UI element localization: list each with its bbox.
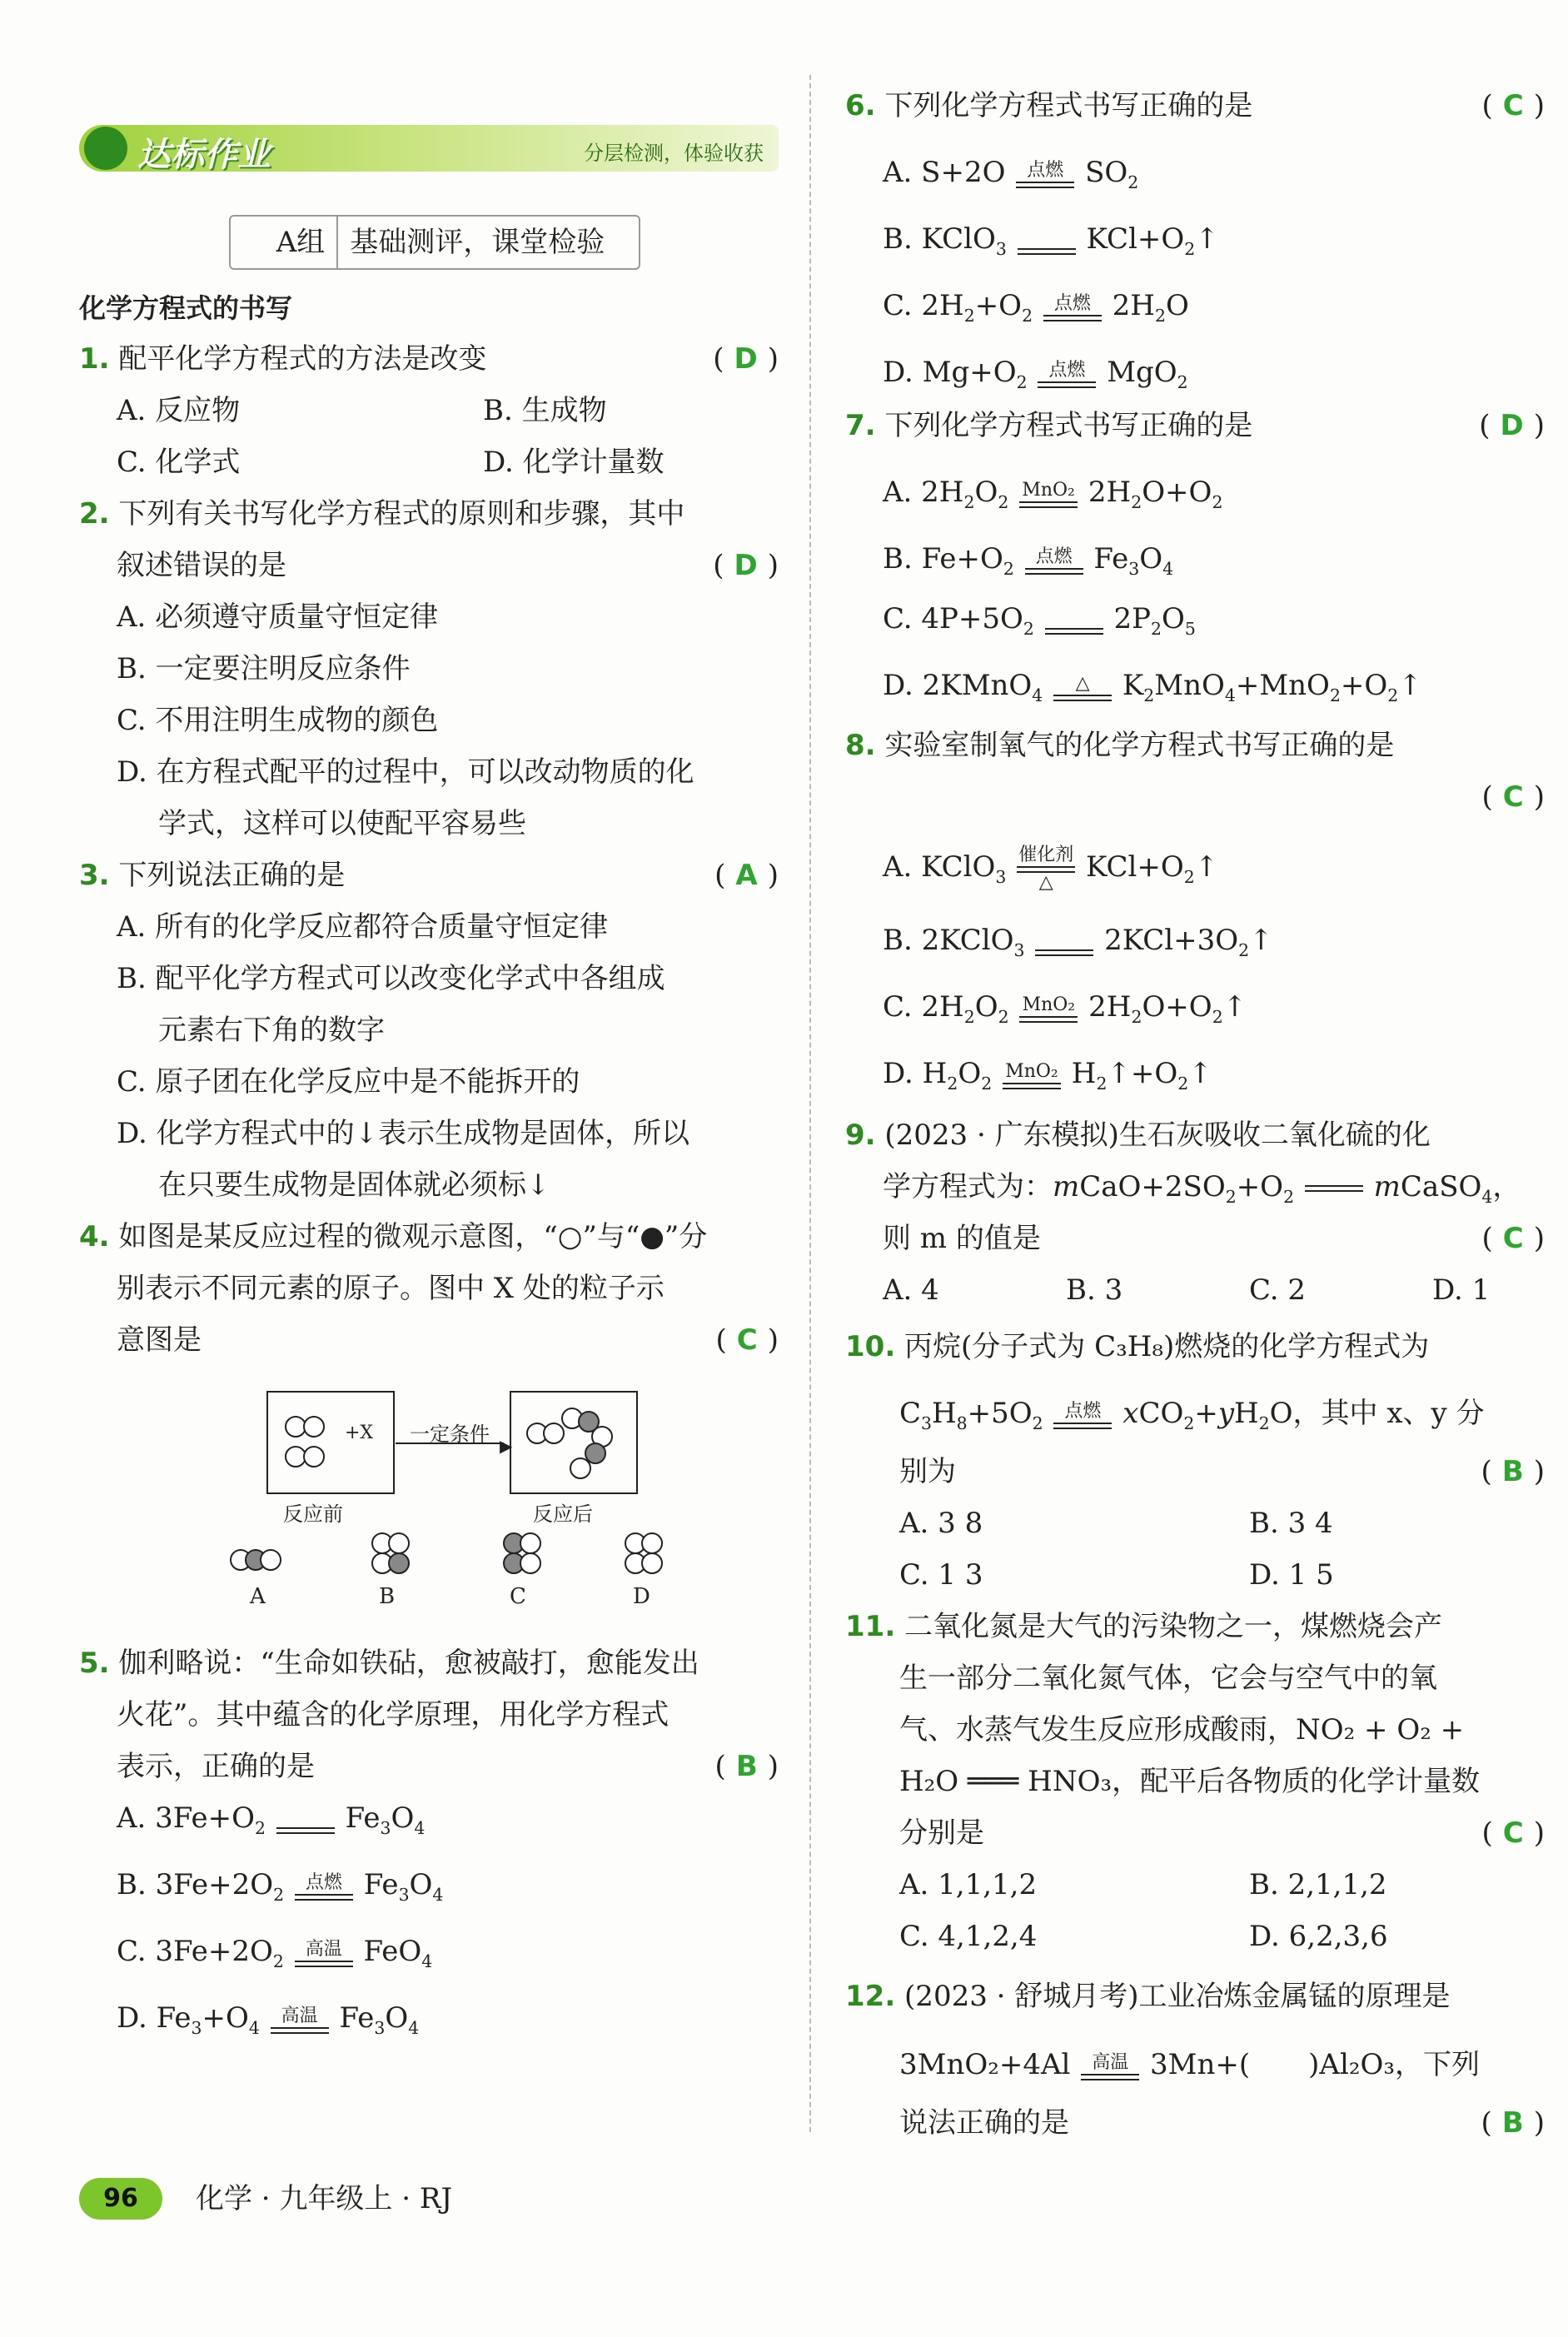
equals-sign xyxy=(1017,845,1075,893)
condition-label: MnO₂ xyxy=(1005,1061,1058,1082)
equals-sign xyxy=(1053,1401,1112,1429)
atom-icon xyxy=(641,1552,663,1574)
eq-right: 2H xyxy=(1112,289,1155,322)
after-label: 反应后 xyxy=(533,1502,593,1526)
question-2-cont xyxy=(117,540,779,591)
condition-under: △ xyxy=(1038,872,1053,893)
option-a: A. 4 xyxy=(883,1273,939,1307)
option-d: D. 6,2,3,6 xyxy=(1249,1920,1388,1953)
condition-label: 催化剂 xyxy=(1018,845,1074,865)
after-box xyxy=(510,1391,638,1494)
answer-bracket: ( C ) xyxy=(1481,89,1545,122)
equals-sign xyxy=(295,1939,353,1967)
question-4 xyxy=(79,1211,779,1263)
option-b-cont: 元素右下角的数字 xyxy=(158,1014,385,1047)
question-8 xyxy=(845,720,1545,771)
equals-sign xyxy=(1053,673,1112,701)
condition-label: 高温 xyxy=(1092,2052,1129,2073)
question-number: 1. xyxy=(79,342,110,376)
eq-right: Fe xyxy=(345,1801,381,1835)
option-b: B. KClO$_3$ $KCl+O_2↑$ xyxy=(883,222,1219,259)
equals-sign xyxy=(1019,994,1078,1023)
question-number: 9. xyxy=(845,1119,876,1152)
question-number: 10. xyxy=(845,1330,896,1363)
eq-right: 3Mn+( xyxy=(1150,2048,1251,2081)
question-text: 下列说法正确的是 xyxy=(118,859,346,892)
option-d: D. $Mg+O_2$ 点燃 MgO$_2$ xyxy=(883,356,1188,392)
question-12 xyxy=(845,1971,1545,2022)
choice-label: A xyxy=(250,1584,266,1609)
question-text: )Al₂O₃，下列 xyxy=(1308,2048,1480,2081)
question-text: 意图是 xyxy=(117,1323,202,1357)
atom-icon xyxy=(303,1416,325,1438)
equals-sign xyxy=(271,2006,329,2034)
eq-left: B. KClO xyxy=(883,222,996,256)
question-number: 7. xyxy=(845,409,876,442)
question-9-cont xyxy=(883,1213,1545,1264)
question-text: 二氧化氮是大气的污染物之一，煤燃烧会产 xyxy=(904,1610,1443,1643)
question-text: H₂O ═══ HNO₃，配平后各物质的化学计量数 xyxy=(899,1765,1481,1798)
before-label: 反应前 xyxy=(283,1502,343,1526)
option-b: B. 2,1,1,2 xyxy=(1249,1868,1387,1901)
question-text: 说法正确的是 xyxy=(899,2106,1069,2140)
option-b: B. 3 4 xyxy=(1249,1507,1333,1540)
column-divider xyxy=(809,75,811,2132)
answer-letter: D xyxy=(734,549,758,582)
option-c: C. 4,1,2,4 xyxy=(899,1920,1038,1953)
question-2 xyxy=(79,488,779,540)
question-number: 8. xyxy=(845,729,876,762)
question-text: 别为 xyxy=(899,1455,956,1488)
equals-sign xyxy=(1019,480,1078,508)
equals-sign xyxy=(1081,2052,1139,2080)
option-a: A. $2H_2O_2$ MnO₂ $2H_2O+O_2$ xyxy=(883,476,1223,512)
condition-label: 高温 xyxy=(281,2006,318,2026)
answer-letter: C xyxy=(1502,1816,1524,1850)
question-number: 11. xyxy=(845,1610,896,1643)
condition-label: MnO₂ xyxy=(1022,480,1075,501)
eq-left: C. 2H xyxy=(883,289,964,322)
option-a: A. 所有的化学反应都符合质量守恒定律 xyxy=(117,910,609,944)
equals-sign xyxy=(1016,160,1074,188)
eq-right: SO xyxy=(1085,156,1128,189)
reaction-diagram xyxy=(266,1391,650,1526)
question-9 xyxy=(845,1109,1545,1161)
arrow-line xyxy=(396,1443,504,1444)
plus-x-label: +X xyxy=(345,1423,374,1443)
question-text: 伽利略说：“生命如铁砧，愈被敲打，愈能发出 xyxy=(118,1647,699,1680)
question-text: 则 m 的值是 xyxy=(883,1222,1041,1255)
option-b: B. 生成物 xyxy=(483,394,607,427)
banner-subtitle: 分层检测，体验收获 xyxy=(584,142,764,165)
question-10 xyxy=(845,1321,1545,1373)
answer-bracket: ( C ) xyxy=(715,1323,779,1357)
answer-letter: C xyxy=(1502,1222,1524,1255)
option-d: D. 2KMnO$_4$ △ $K_2MnO_4+MnO_2+O_2↑$ xyxy=(883,669,1422,705)
question-6 xyxy=(845,80,1545,132)
option-a: A. KClO$_3$ 催化剂 △ $KCl+O_2↑$ xyxy=(883,845,1219,893)
question-9-formula: 学方程式为：$mCaO+2SO_2+O_2$ mCaSO$_4$， xyxy=(883,1170,1521,1207)
question-1 xyxy=(79,333,779,385)
question-11 xyxy=(845,1601,1545,1652)
atom-icon xyxy=(388,1552,410,1574)
question-text: 实验室制氧气的化学方程式书写正确的是 xyxy=(884,729,1395,762)
option-c: C. $3Fe+2O_2$ 高温 FeO$_4$ xyxy=(117,1935,433,1971)
answer-letter: A xyxy=(735,859,758,892)
option-c: C. 2 xyxy=(1249,1273,1307,1307)
option-d-cont: 学式，这样可以使配平容易些 xyxy=(158,807,526,840)
group-title: 基础测评，课堂检验 xyxy=(350,226,605,259)
question-text: 叙述错误的是 xyxy=(117,549,286,582)
eq-left: B. 3Fe+2O xyxy=(117,1868,274,1901)
eq-left: A. 3Fe+O xyxy=(117,1801,256,1835)
option-b: B. 配平化学方程式可以改变化学式中各组成 xyxy=(117,962,665,995)
option-b: B. $Fe+O_2$ 点燃 $Fe_3O_4$ xyxy=(883,542,1174,579)
eq-left: D. Mg+O xyxy=(883,356,1017,389)
option-d: D. $Fe_3+O_4$ 高温 $Fe_3O_4$ xyxy=(117,2001,420,2038)
answer-bracket: ( A ) xyxy=(714,859,779,892)
option-b: B. 3 xyxy=(1066,1273,1123,1307)
atom-icon xyxy=(520,1532,541,1554)
question-4-cont xyxy=(117,1314,779,1366)
answer-letter: D xyxy=(1500,409,1524,442)
question-number: 6. xyxy=(845,89,876,122)
answer-bracket: ( D ) xyxy=(1479,409,1545,442)
before-box xyxy=(266,1391,395,1494)
choice-diagrams xyxy=(225,1532,724,1624)
answer-bracket: ( B ) xyxy=(1481,2106,1545,2140)
question-5 xyxy=(79,1637,779,1689)
eq-left: A. S+2O xyxy=(883,156,1006,189)
option-d: D. 化学方程式中的↓表示生成物是固体，所以 xyxy=(117,1117,690,1150)
condition-label: MnO₂ xyxy=(1022,994,1076,1015)
equals-sign xyxy=(1038,360,1096,388)
option-c: C. $2H_2+O_2$ 点燃 $2H_2O$ xyxy=(883,289,1189,326)
option-d: D. 1 5 xyxy=(1249,1558,1334,1592)
answer-bracket: ( C ) xyxy=(1481,1816,1545,1850)
condition-label: 点燃 xyxy=(1027,160,1064,181)
question-text: 下列化学方程式书写正确的是 xyxy=(884,89,1253,122)
question-text: 火花”。其中蕴含的化学原理，用化学方程式 xyxy=(117,1698,670,1732)
choice-label: D xyxy=(633,1584,650,1609)
equals-sign xyxy=(1045,606,1103,635)
option-d: D. 1 xyxy=(1432,1273,1491,1307)
question-10-formula: $C_3H_8+5O_2$ 点燃 $xCO_2+yH_2O$，其中 x、y 分 xyxy=(899,1397,1485,1433)
answer-bracket: ( B ) xyxy=(714,1750,779,1783)
question-number: 5. xyxy=(79,1647,110,1680)
option-a: A. 3 8 xyxy=(899,1507,983,1540)
question-number: 3. xyxy=(79,859,110,892)
answer-bracket: ( B ) xyxy=(1481,1455,1545,1488)
equals-sign xyxy=(1003,1061,1061,1089)
option-a: A. 反应物 xyxy=(117,394,241,427)
option-c: C. 不用注明生成物的颜色 xyxy=(117,704,439,737)
group-header xyxy=(229,215,640,270)
question-text: 表示，正确的是 xyxy=(117,1750,315,1783)
equals-sign xyxy=(1043,293,1102,321)
group-label: A组 xyxy=(265,217,339,268)
answer-bracket: ( D ) xyxy=(713,342,779,376)
condition-label: 高温 xyxy=(305,1939,342,1960)
condition-label: 点燃 xyxy=(1035,546,1073,567)
eq-left: D. Fe xyxy=(117,2001,192,2035)
equals-sign xyxy=(1305,1185,1363,1192)
question-text: 配平化学方程式的方法是改变 xyxy=(118,342,487,376)
question-10-cont xyxy=(899,1446,1545,1497)
question-number: 2. xyxy=(79,497,110,531)
atom-icon xyxy=(260,1549,281,1571)
answer-letter: C xyxy=(1502,780,1524,814)
atom-icon xyxy=(570,1458,591,1479)
option-a: A. $3Fe+O_2$ $Fe_3O_4$ xyxy=(117,1801,426,1838)
option-a: A. S+2O 点燃 $SO_2$ xyxy=(883,156,1139,192)
question-text: 气、水蒸气发生反应形成酸雨，NO₂ + O₂ + xyxy=(899,1713,1465,1747)
option-a: A. 必须遵守质量守恒定律 xyxy=(117,600,439,634)
banner-title: 达标作业 xyxy=(137,136,271,174)
option-d: D. 在方程式配平的过程中，可以改动物质的化 xyxy=(117,755,694,789)
eq-right: Fe xyxy=(363,1868,399,1901)
condition-label: 点燃 xyxy=(305,1872,342,1893)
answer-bracket: ( C ) xyxy=(1481,780,1545,814)
eq-right: MgO xyxy=(1107,356,1177,389)
question-text: (2023 · 广东模拟)生石灰吸收二氧化硫的化 xyxy=(884,1119,1431,1152)
question-5-cont xyxy=(117,1741,779,1792)
answer-bracket: ( D ) xyxy=(713,549,779,582)
equals-sign xyxy=(1035,928,1093,956)
option-d-cont: 在只要生成物是固体就必须标↓ xyxy=(158,1168,550,1202)
condition-label: 一定条件 xyxy=(410,1423,490,1446)
section-banner xyxy=(79,125,779,172)
question-text: 学方程式为： xyxy=(883,1170,1053,1203)
question-12-cont xyxy=(899,2097,1545,2149)
question-3 xyxy=(79,850,779,901)
question-7 xyxy=(845,400,1545,451)
answer-letter: D xyxy=(734,342,758,376)
condition-label: △ xyxy=(1075,673,1090,694)
question-number: 12. xyxy=(845,1980,896,2013)
question-text: 下列有关书写化学方程式的原则和步骤，其中 xyxy=(118,497,685,531)
option-a: A. 1,1,1,2 xyxy=(899,1868,1038,1901)
atom-icon xyxy=(388,1532,410,1554)
question-11-cont xyxy=(899,1807,1545,1859)
eq-right: Fe xyxy=(339,2001,375,2035)
atom-icon xyxy=(520,1552,541,1574)
choice-label: C xyxy=(510,1584,526,1609)
answer-bracket: ( C ) xyxy=(1481,1222,1545,1255)
question-number: 4. xyxy=(79,1220,110,1253)
pencil-icon xyxy=(84,127,127,170)
question-text: (2023 · 舒城月考)工业冶炼金属锰的原理是 xyxy=(904,1980,1451,2013)
equals-sign xyxy=(295,1872,353,1901)
equals-sign xyxy=(1025,546,1083,575)
answer-letter: B xyxy=(735,1750,758,1783)
equals-sign xyxy=(1018,227,1076,255)
eq-left: 3MnO₂+4Al xyxy=(899,2048,1071,2081)
option-c: C. $2H_2O_2$ MnO₂ $2H_2O+O_2↑$ xyxy=(883,990,1247,1027)
question-text: ，其中 x、y 分 xyxy=(1292,1397,1485,1430)
option-b: B. $3Fe+2O_2$ 点燃 $Fe_3O_4$ xyxy=(117,1868,444,1905)
condition-label: 点燃 xyxy=(1048,360,1086,381)
atom-icon xyxy=(543,1423,565,1444)
question-text: 下列化学方程式书写正确的是 xyxy=(884,409,1253,442)
option-c: C. 1 3 xyxy=(899,1558,983,1592)
answer-letter: C xyxy=(1502,89,1524,122)
question-text: 如图是某反应过程的微观示意图，“○”与“●”分 xyxy=(118,1220,708,1253)
question-text: 分别是 xyxy=(899,1816,984,1850)
page-number: 96 xyxy=(79,2178,162,2220)
answer-letter: C xyxy=(736,1323,758,1357)
answer-letter: B xyxy=(1501,1455,1524,1488)
footer-text: 化学 · 九年级上 · RJ xyxy=(196,2182,453,2215)
atom-icon xyxy=(641,1532,663,1554)
option-d: D. 化学计量数 xyxy=(483,446,665,479)
option-c: C. 原子团在化学反应中是不能拆开的 xyxy=(117,1065,580,1099)
condition-label: 点燃 xyxy=(1053,293,1091,314)
question-text: 生一部分二氧化氮气体，它会与空气中的氧 xyxy=(899,1662,1437,1695)
option-c: C. 化学式 xyxy=(117,446,241,479)
question-12-formula xyxy=(899,2039,1480,2090)
eq-left: C. 3Fe+2O xyxy=(117,1935,273,1968)
question-text: 丙烷(分子式为 C₃H₈)燃烧的化学方程式为 xyxy=(904,1330,1430,1363)
atom-icon xyxy=(303,1446,325,1467)
option-b: B. 一定要注明反应条件 xyxy=(117,652,411,685)
section-title: 化学方程式的书写 xyxy=(79,292,293,324)
arrow-head-icon: ▶ xyxy=(500,1436,513,1456)
option-b: B. 2KClO$_3$ $2KCl+3O_2↑$ xyxy=(883,924,1273,960)
answer-letter: B xyxy=(1501,2106,1524,2140)
equals-sign xyxy=(276,1806,335,1834)
option-d: D. $H_2O_2$ MnO₂ $H_2↑+O_2↑$ xyxy=(883,1057,1212,1094)
eq-right: FeO xyxy=(363,1935,422,1968)
eq-right: KCl+O xyxy=(1086,222,1185,256)
question-text: 别表示不同元素的原子。图中 X 处的粒子示 xyxy=(117,1272,665,1305)
option-c: C. $4P+5O_2$ $2P_2O_5$ xyxy=(883,602,1196,639)
choice-label: B xyxy=(379,1584,396,1609)
condition-label: 点燃 xyxy=(1064,1401,1102,1422)
